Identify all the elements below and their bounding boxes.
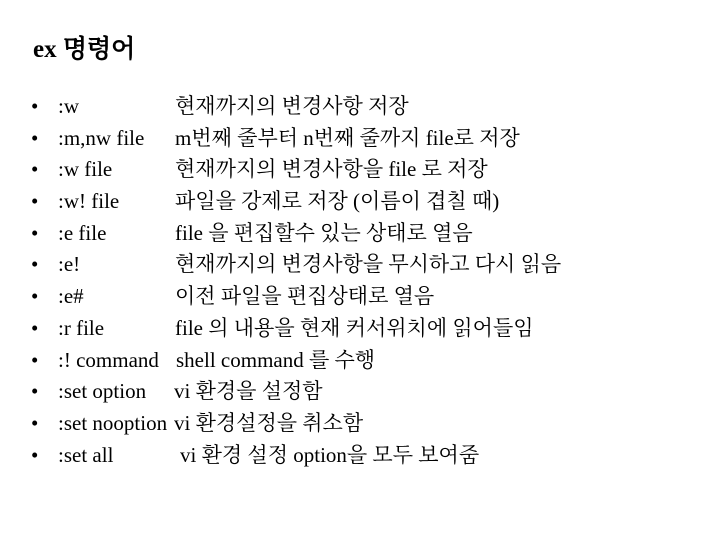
command-list	[0, 91, 720, 471]
command-description: vi 환경설정을 취소함	[174, 410, 364, 435]
list-item	[0, 91, 720, 123]
bullet-icon: •	[31, 442, 39, 467]
command-text: :! command	[58, 347, 159, 372]
command-description: 현재까지의 변경사항 저장	[175, 94, 409, 118]
command-description: 이전 파일을 편집상태로 열음	[175, 284, 435, 309]
bullet-icon: •	[31, 252, 39, 277]
command-text: :w! file	[58, 189, 120, 214]
bullet-icon: •	[31, 410, 39, 435]
command-text: :set option	[58, 379, 147, 404]
list-item	[0, 376, 720, 408]
list-item	[0, 218, 720, 250]
list-item	[0, 281, 720, 313]
command-description: 현재까지의 변경사항을 file 로 저장	[175, 157, 488, 182]
page-title: ex 명령어	[33, 36, 136, 63]
list-item	[0, 123, 720, 155]
command-text: :w file	[58, 157, 113, 182]
list-item	[0, 345, 720, 377]
list-item	[0, 408, 720, 440]
command-text: :w	[58, 94, 79, 118]
command-description: 현재까지의 변경사항을 무시하고 다시 읽음	[175, 252, 562, 277]
command-description: vi 환경 설정 option을 모두 보여줌	[180, 442, 480, 467]
list-item	[0, 154, 720, 186]
command-description: file 의 내용을 현재 커서위치에 읽어들임	[175, 315, 534, 340]
command-text: :e file	[58, 220, 107, 245]
list-item	[0, 249, 720, 281]
command-description: vi 환경을 설정함	[174, 379, 323, 404]
command-text: :e#	[58, 284, 84, 309]
list-item	[0, 313, 720, 345]
bullet-icon: •	[31, 347, 39, 372]
command-description: m번째 줄부터 n번째 줄까지 file로 저장	[175, 125, 520, 150]
command-description: 파일을 강제로 저장 (이름이 겹칠 때)	[175, 189, 500, 214]
bullet-icon: •	[31, 157, 39, 182]
command-text: :m,nw file	[58, 125, 145, 150]
command-description: file 을 편집할수 있는 상태로 열음	[175, 220, 473, 245]
command-text: :r file	[58, 315, 105, 340]
bullet-icon: •	[31, 315, 39, 340]
command-description: shell command 를 수행	[176, 347, 376, 372]
command-text: :set all	[58, 442, 114, 467]
bullet-icon: •	[31, 379, 39, 404]
bullet-icon: •	[31, 94, 39, 118]
command-text: :set nooption	[58, 410, 168, 435]
command-text: :e!	[58, 252, 81, 277]
bullet-icon: •	[31, 189, 39, 214]
list-item	[0, 440, 720, 472]
bullet-icon: •	[31, 125, 39, 150]
bullet-icon: •	[31, 284, 39, 309]
bullet-icon: •	[31, 220, 39, 245]
list-item	[0, 186, 720, 218]
